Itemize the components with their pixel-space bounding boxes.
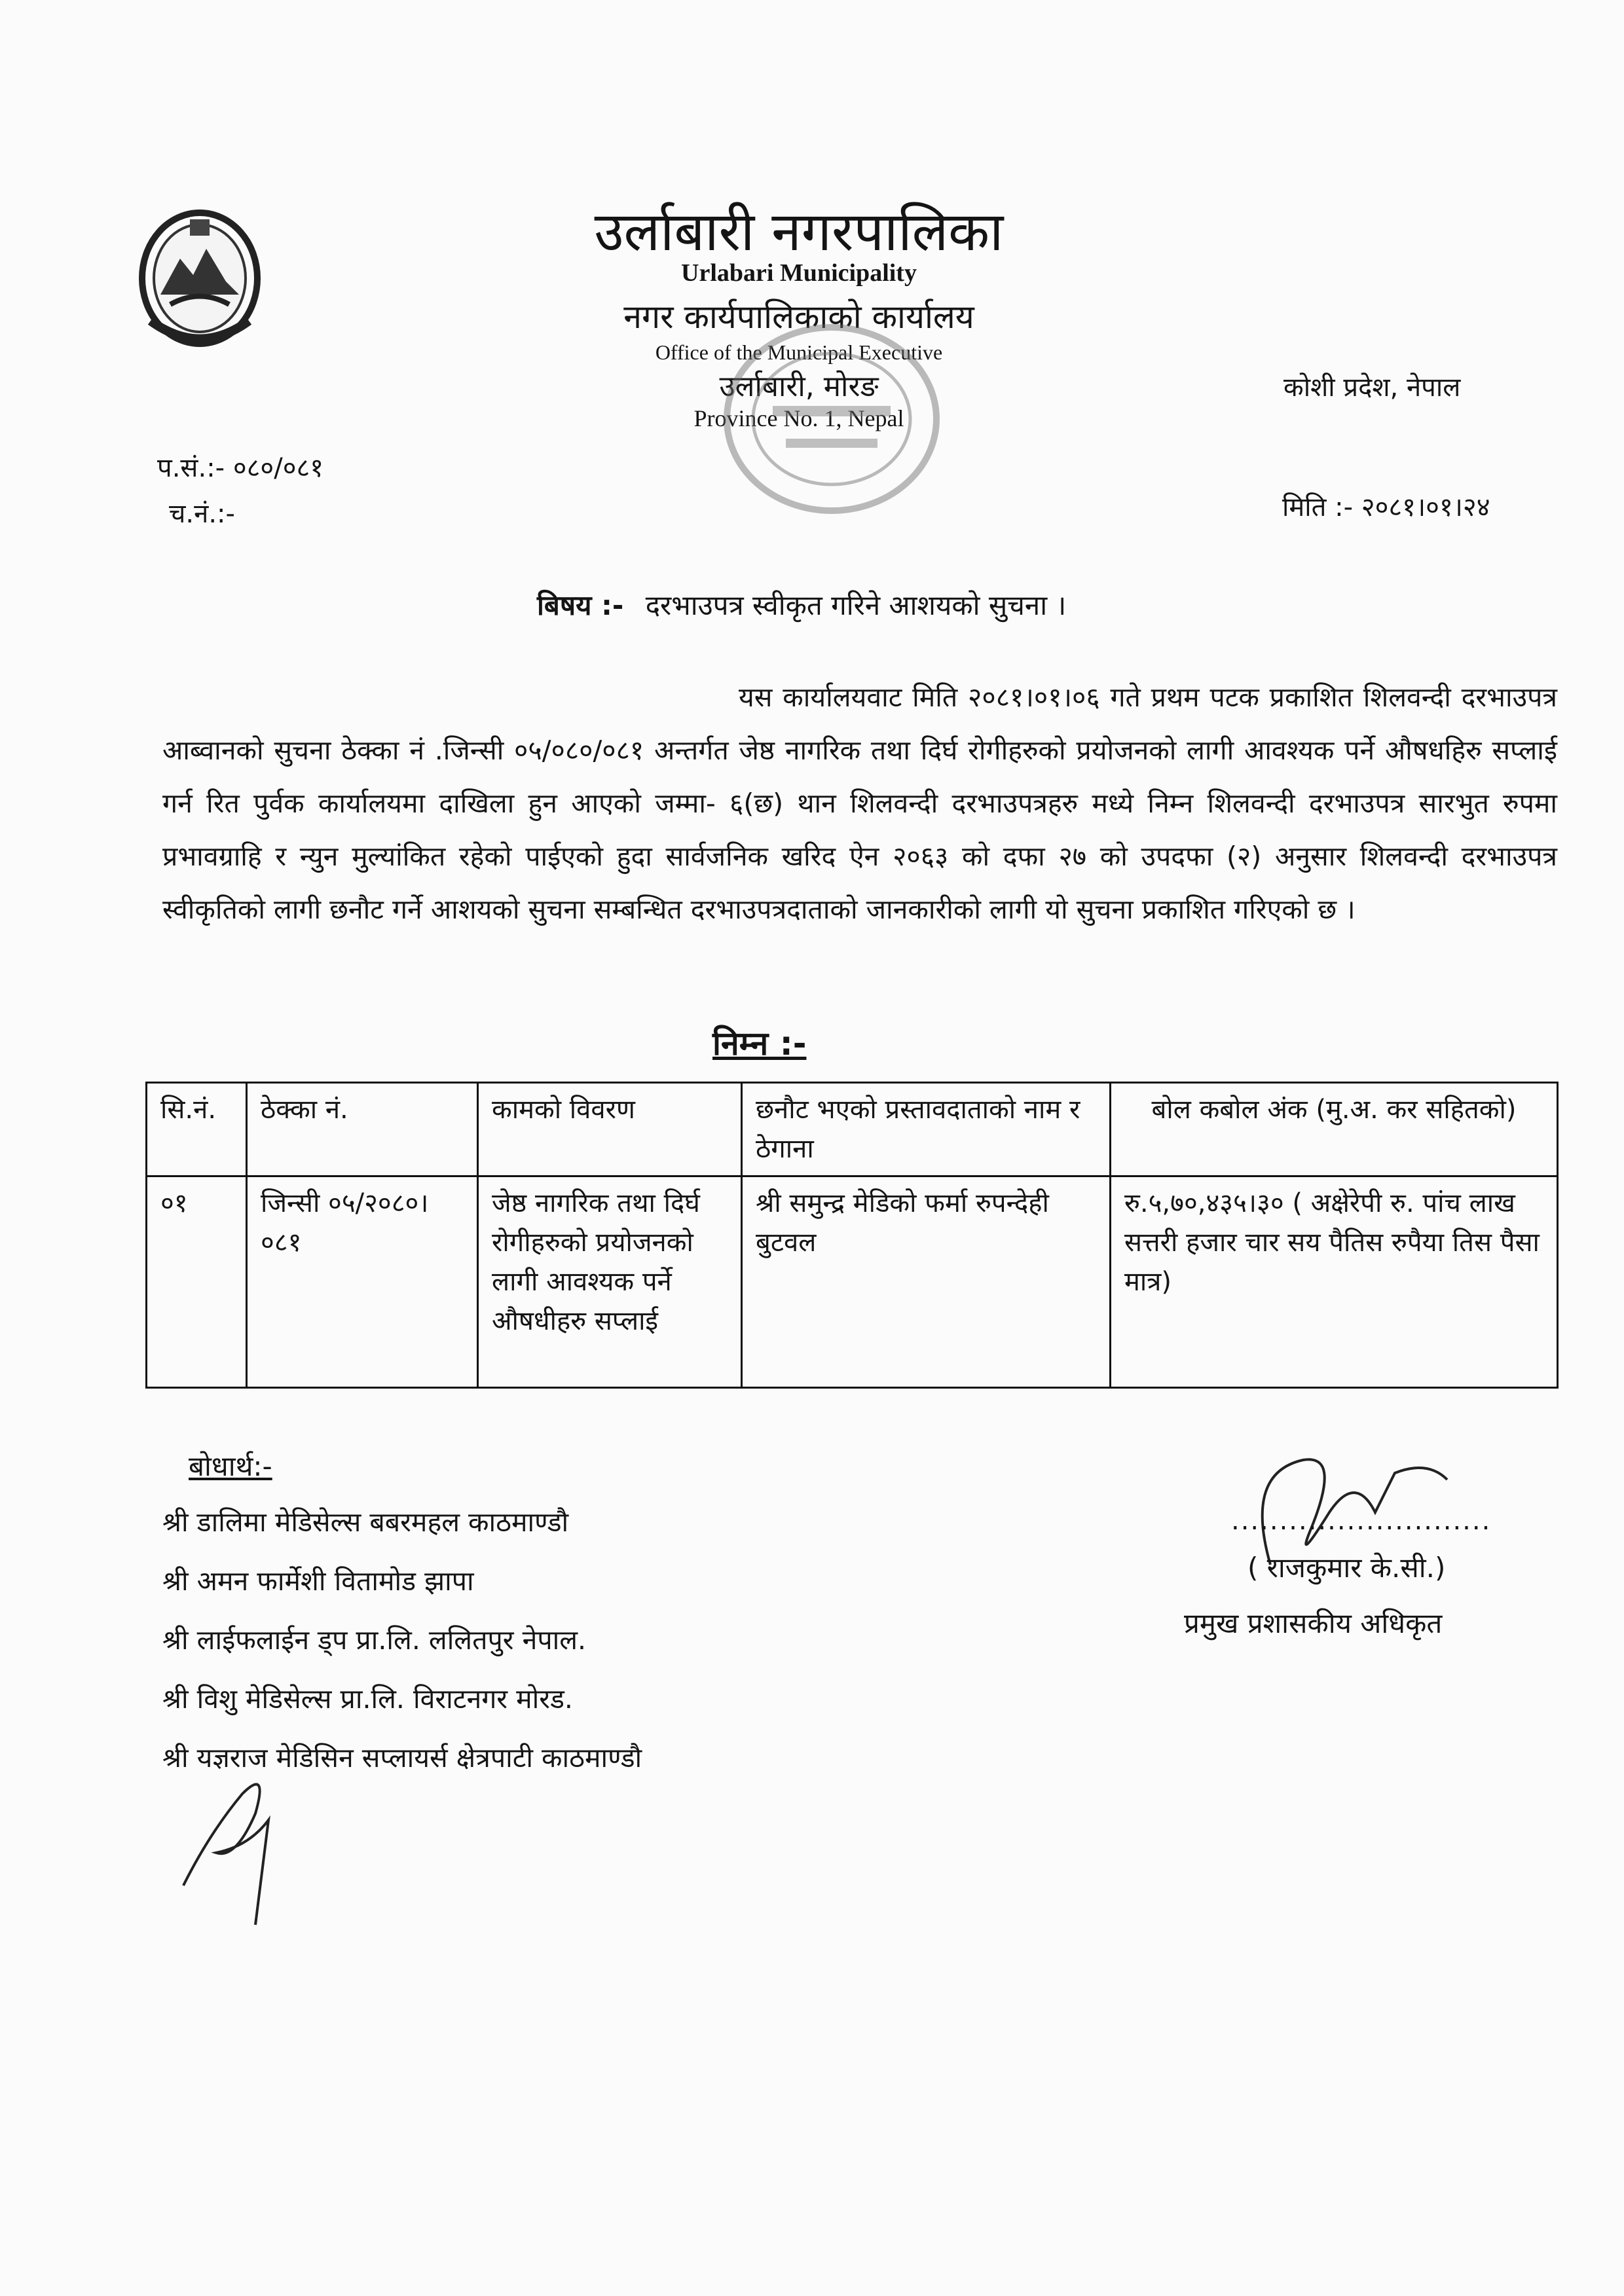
dispatch-number: च.नं.:- bbox=[169, 499, 235, 529]
cc-list bbox=[162, 1493, 642, 1787]
address-en: Province No. 1, Nepal bbox=[693, 405, 904, 431]
signer-title: प्रमुख प्रशासकीय अधिकृत bbox=[1184, 1607, 1443, 1639]
list-item: श्री डालिमा मेडिसेल्स बबरमहल काठमाण्डौ bbox=[162, 1506, 569, 1538]
column-header-bidder: छनौट भएको प्रस्तावदाताको नाम र ठेगाना bbox=[742, 1083, 1111, 1176]
column-header-sn: सि.नं. bbox=[147, 1083, 247, 1176]
office-stamp-icon bbox=[714, 314, 950, 524]
notice-body: यस कार्यालयवाट मिति २०८१।०१।०६ गते प्रथम पटक प्रकाशित शिलवन्दी दरभाउपत्र आब्वानको सुचना ठेक्का नं .जिन्सी ०५/०८०/०८१ अन्तर्गत जेष्ठ नागरिक तथा दिर्घ रोगीहरुको प्रयोजनको लागी आवश्यक पर्ने औषधहिरु सप्लाई गर्न रित पुर्वक कार्यालयमा दाखिला हुन आएको जम्मा- ६(छ) थान शिलवन्दी दरभाउपत्रहरु मध्ये निम्न शिलवन्दी दरभाउपत्र सारभुत रुपमा प्रभावग्राहि र न्युन मुल्यांकित रहेको पाईएको हुदा सार्वजनिक खरिद ऐन २०६३ को दफा २७ को उपदफा (२) अनुसार शिलवन्दी दरभाउपत्र स्वीकृतिको लागी छनौट गर्ने आशयको सुचना सम्बन्धित दरभाउपत्रदाताको जानकारीको लागी यो सुचना प्रकाशित गरिएको छ । bbox=[162, 682, 1557, 925]
subject-line bbox=[537, 586, 1066, 623]
subject-text: दरभाउपत्र स्वीकृत गरिने आशयको सुचना । bbox=[645, 589, 1067, 621]
subject-label: बिषय :- bbox=[537, 589, 624, 621]
list-item: श्री विशु मेडिसेल्स प्रा.लि. विराटनगर मोरड. bbox=[162, 1683, 573, 1715]
list-item: श्री यज्ञराज मेडिसिन सप्लायर्स क्षेत्रपाटी काठमाण्डौ bbox=[162, 1742, 642, 1774]
nepal-emblem-icon bbox=[134, 196, 265, 354]
office-title-en: Office of the Municipal Executive bbox=[655, 340, 943, 364]
letter-date: मिति :- २०८१।०१।२४ bbox=[1282, 492, 1490, 522]
province-label: कोशी प्रदेश, नेपाल bbox=[1283, 373, 1461, 403]
column-header-contract: ठेक्का नं. bbox=[247, 1083, 478, 1176]
cell-work: जेष्ठ नागरिक तथा दिर्घ रोगीहरुको प्रयोजनको लागी आवश्यक पर्ने औषधीहरु सप्लाई bbox=[478, 1176, 742, 1388]
column-header-work: कामको विवरण bbox=[478, 1083, 742, 1176]
municipality-title-en: Urlabari Municipality bbox=[681, 259, 917, 287]
column-header-amount: बोल कबोल अंक (मु.अ. कर सहितको) bbox=[1111, 1083, 1558, 1176]
table-heading: निम्न :- bbox=[712, 1025, 807, 1063]
cell-amount: रु.५,७०,४३५।३० ( अक्षेरेपी रु. पांच लाख सत्तरी हजार चार सय पैतिस रुपैया तिस पैसा मात्र) bbox=[1111, 1176, 1558, 1388]
signer-name: ( राजकुमार के.सी.) bbox=[1247, 1552, 1446, 1584]
initial-signature-icon bbox=[170, 1755, 301, 1931]
municipality-title: उर्लाबारी नगरपालिका bbox=[594, 201, 1004, 263]
cc-title: बोधार्थ:- bbox=[189, 1450, 272, 1482]
address: उर्लाबारी, मोरङ bbox=[719, 370, 879, 403]
signature-line: ........................... bbox=[1231, 1506, 1492, 1536]
table-row bbox=[147, 1176, 1558, 1388]
list-item: श्री लाईफलाईन ड्प प्रा.लि. ललितपुर नेपाल. bbox=[162, 1624, 587, 1656]
cell-contract: जिन्सी ०५/२०८०।०८१ bbox=[247, 1176, 478, 1388]
cell-bidder: श्री समुन्द्र मेडिको फर्मा रुपन्देही बुटवल bbox=[742, 1176, 1111, 1388]
award-table bbox=[145, 1082, 1559, 1389]
list-item: श्री अमन फार्मेशी वितामोड झापा bbox=[162, 1565, 474, 1597]
office-title: नगर कार्यपालिकाको कार्यालय bbox=[623, 298, 974, 336]
table-header-row bbox=[147, 1083, 1558, 1176]
cell-sn: ०१ bbox=[147, 1176, 247, 1388]
reference-number: प.सं.:- ०८०/०८१ bbox=[157, 453, 324, 483]
